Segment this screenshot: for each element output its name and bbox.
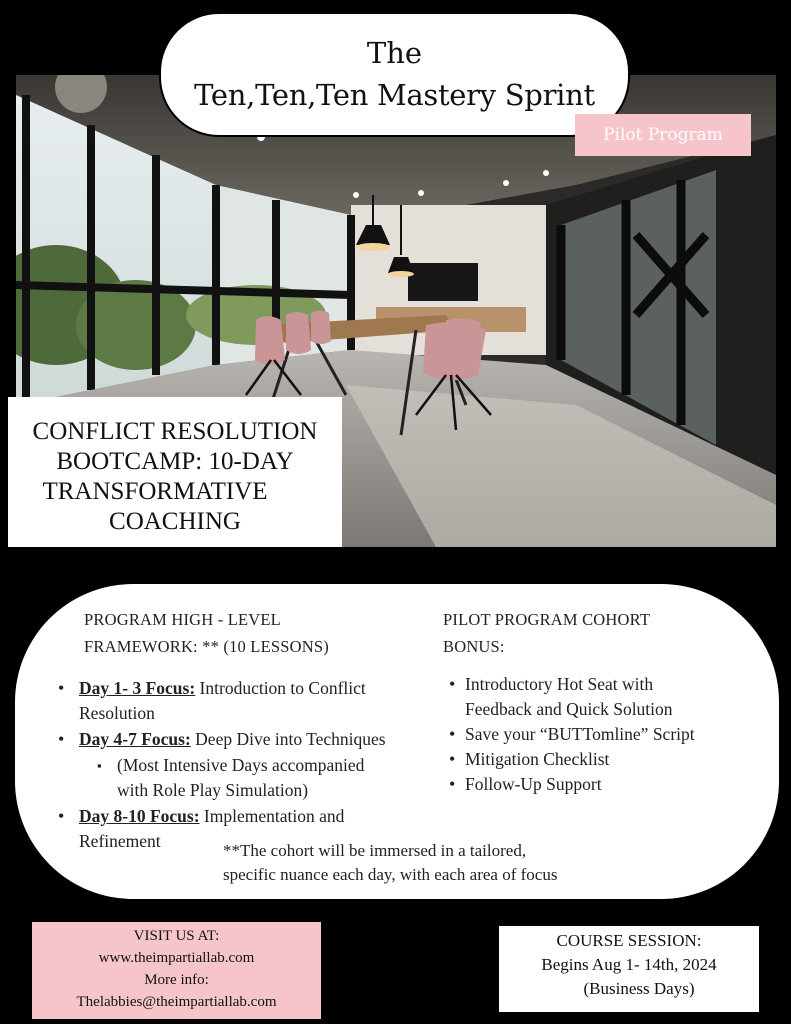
pilot-program-tag: Pilot Program (575, 114, 751, 156)
contact-heading: VISIT US AT: (133, 928, 220, 944)
session-note: (Business Days) (583, 979, 695, 998)
bonus-item-text: Save your “BUTTomline” Script (465, 724, 695, 744)
focus-text-cont: Resolution (79, 703, 155, 723)
sub-list-container (55, 753, 386, 803)
website-link[interactable]: www.theimpartiallab.com (98, 950, 255, 966)
bootcamp-line: CONFLICT RESOLUTION (32, 418, 318, 445)
focus-label: Day 8-10 Focus: (79, 806, 200, 826)
bootcamp-line: BOOTCAMP: 10-DAY (56, 448, 294, 475)
focus-text: Implementation and (199, 806, 345, 826)
sub-item-text: (Most Intensive Days accompanied (117, 755, 365, 775)
session-heading: COURSE SESSION: (556, 931, 702, 950)
note-line-1: **The cohort will be immersed in a tailored, (223, 841, 527, 860)
more-info-label: More info: (144, 972, 209, 988)
framework-list (55, 676, 386, 855)
note-line-2: specific nuance each day, with each area of focus (223, 865, 558, 884)
bonus-heading-line-2: BONUS: (443, 637, 505, 656)
email-link[interactable]: Thelabbies@theimpartiallab.com (76, 994, 277, 1010)
focus-label: Day 1- 3 Focus: (79, 678, 196, 698)
list-item (447, 747, 695, 772)
bonus-item-text-cont: Feedback and Quick Solution (465, 699, 673, 719)
framework-heading-line-2: FRAMEWORK: ** (10 LESSONS) (84, 637, 329, 656)
list-item (447, 672, 695, 722)
program-details-panel (15, 584, 779, 899)
bonus-heading-line-1: PILOT PROGRAM COHORT (443, 610, 651, 629)
bootcamp-line: TRANSFORMATIVE (42, 478, 268, 505)
focus-label: Day 4-7 Focus: (79, 729, 191, 749)
list-item (55, 727, 386, 752)
focus-text-cont: Refinement (79, 831, 161, 851)
session-dates: Begins Aug 1- 14th, 2024 (541, 955, 717, 974)
bonus-list (447, 672, 695, 797)
framework-heading (84, 606, 329, 660)
sub-list (55, 753, 386, 803)
title-banner (159, 12, 630, 137)
sub-list-item (55, 753, 386, 803)
bootcamp-line: COACHING (109, 508, 241, 535)
bonus-item-text: Follow-Up Support (465, 774, 602, 794)
sub-item-text-cont: with Role Play Simulation) (117, 780, 309, 800)
bonus-item-text: Introductory Hot Seat with (465, 674, 654, 694)
title-line-2: Ten,Ten,Ten Mastery Sprint (194, 78, 595, 112)
list-item (447, 772, 695, 797)
framework-heading-line-1: PROGRAM HIGH - LEVEL (84, 610, 281, 629)
contact-box (32, 922, 321, 1019)
list-item (55, 676, 386, 726)
bonus-item-text: Mitigation Checklist (465, 749, 610, 769)
list-item (447, 722, 695, 747)
cohort-note (223, 839, 557, 887)
focus-text: Introduction to Conflict (195, 678, 366, 698)
bonus-heading (443, 606, 650, 660)
bootcamp-title-box (8, 397, 342, 547)
course-session-box (499, 926, 759, 1012)
focus-text: Deep Dive into Techniques (190, 729, 386, 749)
title-line-1: The (366, 36, 423, 70)
